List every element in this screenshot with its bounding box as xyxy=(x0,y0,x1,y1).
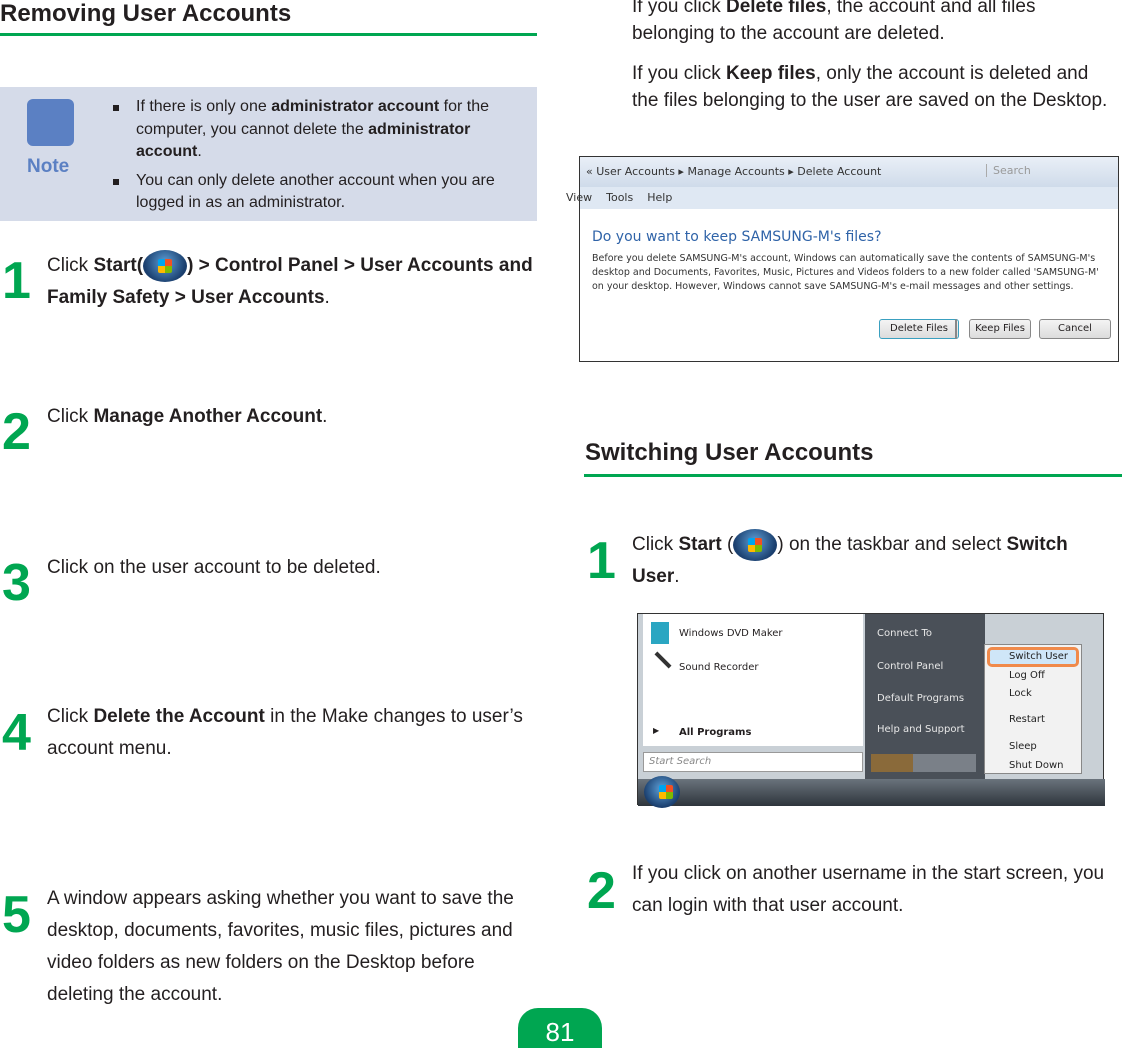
dialog-body: Before you delete SAMSUNG-M's account, Windows can automatically save the contents of SAMSUNG-M's desktop and Documents, Favorites, Music, Pictures and Videos folders to a new folder called 'SAMSUNG-M' on your desktop. However, Windows cannot save SAMSUNG-M's e-mail messages and other settings. xyxy=(592,253,1099,292)
step-number: 1 xyxy=(2,252,31,310)
delete-files-button: Delete Files xyxy=(879,319,959,339)
keep-files-button: Keep Files xyxy=(969,319,1031,339)
title-rule xyxy=(584,474,1122,477)
taskbar xyxy=(638,779,1105,806)
step-number: 2 xyxy=(2,403,31,461)
program-item: Windows DVD Maker xyxy=(679,628,783,639)
programs-pane xyxy=(643,614,863,746)
microphone-icon xyxy=(655,652,672,669)
step-number: 5 xyxy=(2,886,31,944)
page-number: 81 xyxy=(518,1008,602,1048)
step-number: 3 xyxy=(2,554,31,612)
paragraph: If you click Keep files, only the account is deleted and the files belonging to the user are saved on the Desktop. xyxy=(632,63,1108,111)
breadcrumb: « User Accounts ▸ Manage Accounts ▸ Delete Account xyxy=(586,165,882,178)
step-text: If you click on another username in the start screen, you can login with that user account. xyxy=(632,863,1105,916)
power-buttons xyxy=(871,754,976,772)
all-programs: All Programs xyxy=(679,727,752,738)
section-title-removing: Removing User Accounts xyxy=(0,0,292,27)
step-text: Click Manage Another Account. xyxy=(47,406,328,427)
step-text: Click Start( ) > Control Panel > User Accounts and Family Safety > User Accounts. xyxy=(47,250,537,314)
note-item: You can only delete another account when you are logged in as an administrator. xyxy=(110,170,530,215)
note-label: Note xyxy=(27,156,70,177)
step-number: 1 xyxy=(587,532,616,590)
start-search-input: Start Search xyxy=(643,752,863,772)
note-box xyxy=(0,87,537,221)
windows-start-icon xyxy=(733,529,777,561)
step-number: 2 xyxy=(587,862,616,920)
power-submenu: Switch User Log Off Lock Restart Sleep Shut Down xyxy=(984,644,1082,774)
dvd-maker-icon xyxy=(651,622,669,644)
arrow-right-icon: ▶ xyxy=(653,726,660,735)
delete-account-dialog-screenshot xyxy=(566,156,1119,362)
note-icon xyxy=(27,99,74,146)
section-title-switching: Switching User Accounts xyxy=(585,439,874,466)
start-menu-screenshot xyxy=(637,613,1104,805)
right-pane: Connect To Control Panel Default Programs Help and Support xyxy=(865,614,985,779)
dialog-question: Do you want to keep SAMSUNG-M's files? xyxy=(592,229,882,245)
start-orb-icon xyxy=(644,776,680,808)
step-text: A window appears asking whether you want to save the desktop, documents, favorites, music files, pictures and video folders as new folders on the Desktop before deleting the account. xyxy=(47,888,514,1005)
step-number: 4 xyxy=(2,704,31,762)
address-bar xyxy=(580,157,1118,187)
menu-bar: View Tools Help xyxy=(580,187,1118,209)
step-text: Click on the user account to be deleted. xyxy=(47,557,381,578)
windows-start-icon xyxy=(143,250,187,282)
title-rule xyxy=(0,33,537,36)
step-text: Click Delete the Account in the Make changes to user’s account menu. xyxy=(47,706,523,759)
note-item: If there is only one administrator account for the computer, you cannot delete the administrator account. xyxy=(110,96,530,164)
program-item: Sound Recorder xyxy=(679,662,759,673)
paragraph: If you click Delete files, the account and all files belonging to the account are deleted. xyxy=(632,0,1036,44)
cancel-button: Cancel xyxy=(1039,319,1111,339)
step-text: Click Start ( ) on the taskbar and select Switch User. xyxy=(632,529,1112,593)
search-box: Search xyxy=(986,164,1031,177)
